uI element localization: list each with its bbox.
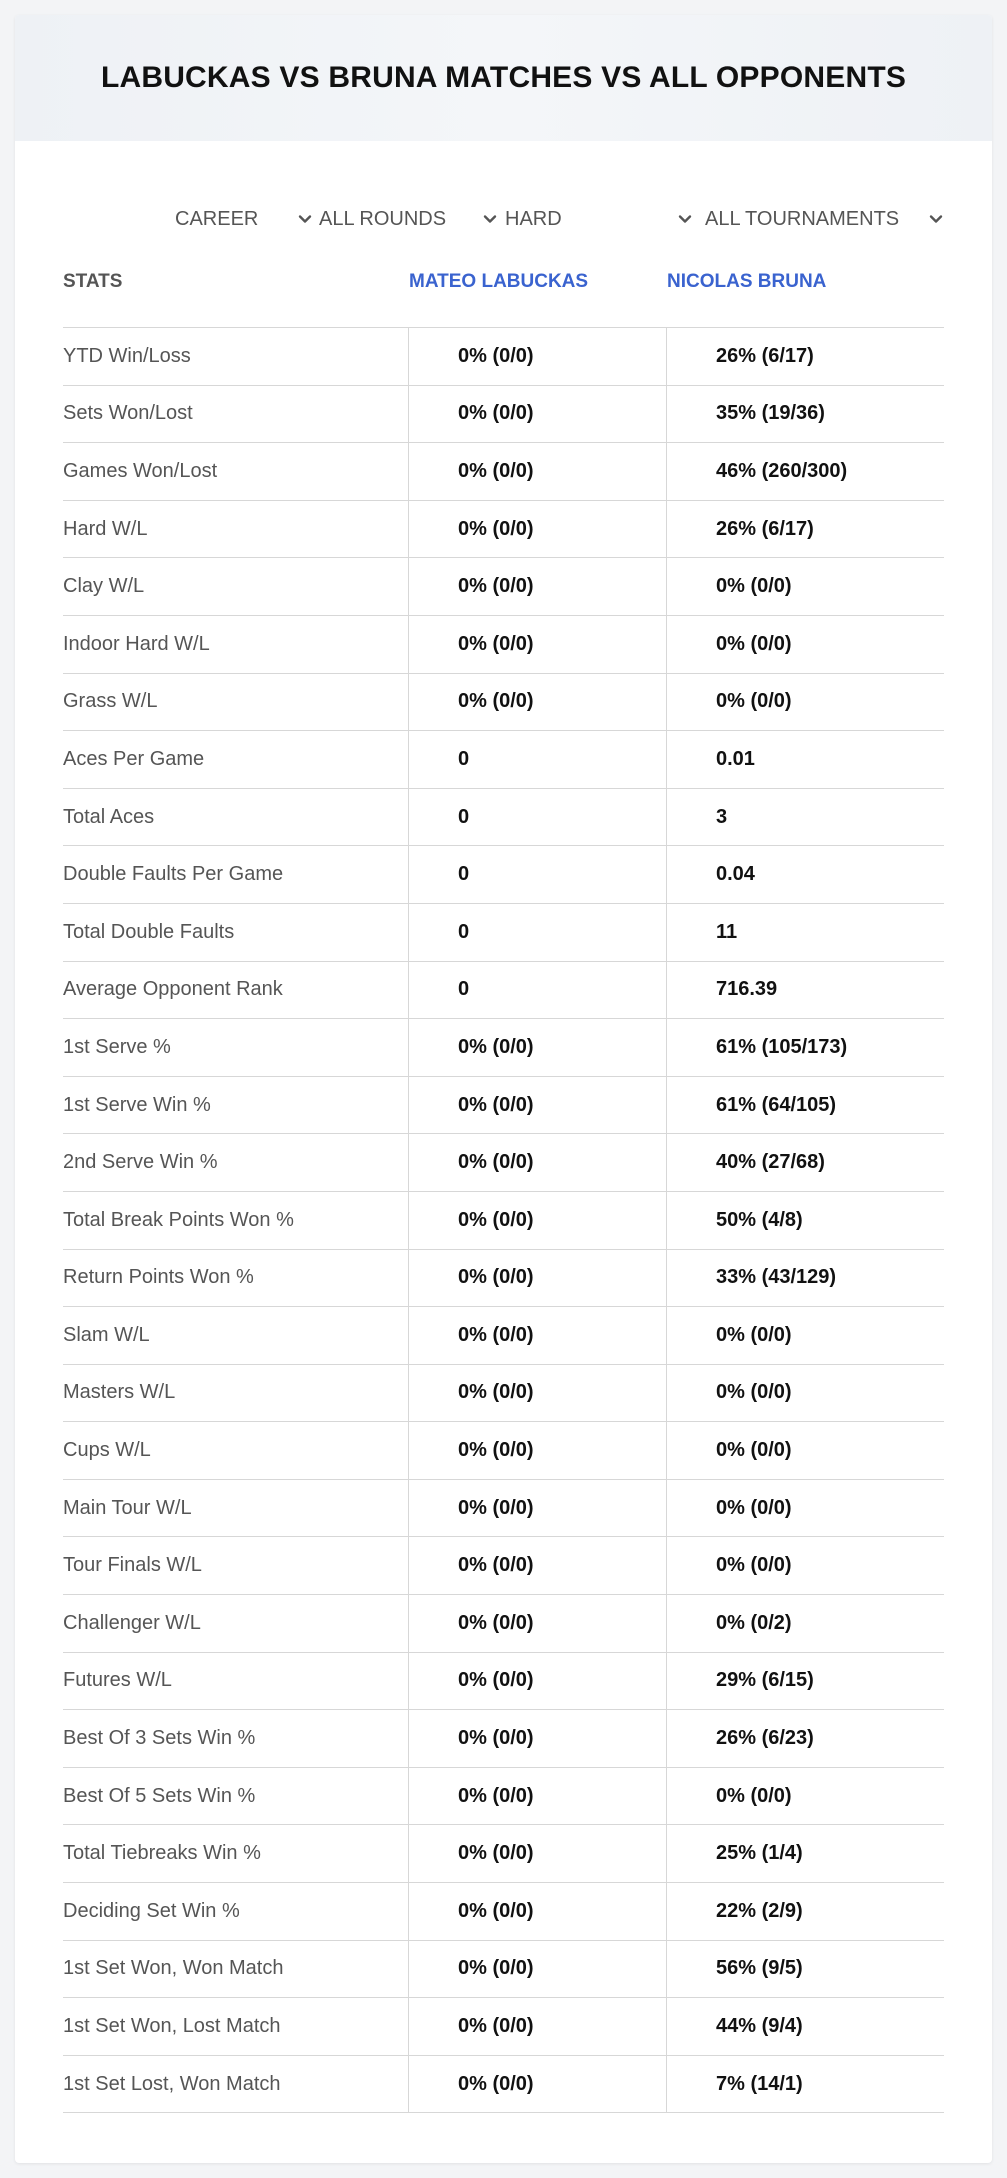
filter-tournament-value: ALL TOURNAMENTS — [705, 207, 900, 230]
stat-label: Return Points Won % — [63, 1266, 254, 1289]
player-1-value: 0% (0/0) — [408, 616, 666, 673]
table-row — [63, 1480, 944, 1538]
player-2-value: 35% (19/36) — [666, 386, 944, 443]
stat-label: Cups W/L — [63, 1439, 151, 1462]
stat-label: YTD Win/Loss — [63, 344, 191, 367]
player-1-value: 0% (0/0) — [408, 1825, 666, 1882]
chevron-down-icon — [926, 209, 946, 229]
table-row — [63, 1250, 944, 1308]
player-2-value: 0.04 — [666, 846, 944, 903]
player-1-value: 0% (0/0) — [408, 1134, 666, 1191]
stat-label: Futures W/L — [63, 1669, 172, 1692]
player-1-value: 0% (0/0) — [408, 1653, 666, 1710]
player-2-value: 29% (6/15) — [666, 1653, 944, 1710]
player-2-value: 0% (0/0) — [666, 558, 944, 615]
player-2-value: 716.39 — [666, 962, 944, 1019]
filter-period[interactable] — [175, 195, 315, 243]
player-2-value: 25% (1/4) — [666, 1825, 944, 1882]
stat-label: Slam W/L — [63, 1323, 150, 1346]
stat-label: 1st Serve % — [63, 1035, 171, 1058]
table-row — [63, 1077, 944, 1135]
chevron-down-icon — [480, 209, 500, 229]
table-row — [63, 1825, 944, 1883]
table-row — [63, 1019, 944, 1077]
player-1-value: 0% (0/0) — [408, 328, 666, 385]
player-2-value: 40% (27/68) — [666, 1134, 944, 1191]
player-2-value: 46% (260/300) — [666, 443, 944, 500]
player-2-value: 56% (9/5) — [666, 1941, 944, 1998]
stat-label: Best Of 5 Sets Win % — [63, 1784, 256, 1807]
player-1-value: 0% (0/0) — [408, 1077, 666, 1134]
player-1-value: 0 — [408, 904, 666, 961]
player-2-value: 11 — [666, 904, 944, 961]
player-1-value: 0% (0/0) — [408, 1998, 666, 2055]
stat-label: Challenger W/L — [63, 1611, 201, 1634]
stat-label: Total Tiebreaks Win % — [63, 1842, 261, 1865]
player-2-value: 0.01 — [666, 731, 944, 788]
table-row — [63, 328, 944, 386]
player-2-value: 26% (6/17) — [666, 328, 944, 385]
player-1-value: 0% (0/0) — [408, 1537, 666, 1594]
player-1-value: 0% (0/0) — [408, 1307, 666, 1364]
player-1-value: 0% (0/0) — [408, 2056, 666, 2113]
header-player-1[interactable]: MATEO LABUCKAS — [409, 271, 589, 292]
table-row — [63, 904, 944, 962]
stat-label: 2nd Serve Win % — [63, 1151, 218, 1174]
table-row — [63, 1653, 944, 1711]
stat-label: 1st Set Lost, Won Match — [63, 2072, 281, 2095]
player-2-value: 33% (43/129) — [666, 1250, 944, 1307]
table-row — [63, 1710, 944, 1768]
player-1-value: 0 — [408, 962, 666, 1019]
player-2-value: 0% (0/0) — [666, 616, 944, 673]
stat-label: Main Tour W/L — [63, 1496, 192, 1519]
table-header — [63, 253, 944, 328]
player-2-value: 3 — [666, 789, 944, 846]
player-1-value: 0% (0/0) — [408, 501, 666, 558]
table-row — [63, 1134, 944, 1192]
player-1-value: 0% (0/0) — [408, 1768, 666, 1825]
table-row — [63, 1365, 944, 1423]
table-row — [63, 1941, 944, 1999]
table-row — [63, 1595, 944, 1653]
header-player-2[interactable]: NICOLAS BRUNA — [667, 271, 827, 292]
table-row — [63, 501, 944, 559]
stat-label: Best Of 3 Sets Win % — [63, 1727, 256, 1750]
table-row — [63, 674, 944, 732]
table-row — [63, 962, 944, 1020]
filter-bar — [15, 195, 992, 243]
player-1-value: 0% (0/0) — [408, 558, 666, 615]
player-2-value: 44% (9/4) — [666, 1998, 944, 2055]
stat-label: Deciding Set Win % — [63, 1899, 240, 1922]
table-row — [63, 1998, 944, 2056]
chevron-down-icon — [675, 209, 695, 229]
player-2-value: 0% (0/0) — [666, 674, 944, 731]
player-1-value: 0% (0/0) — [408, 443, 666, 500]
table-row — [63, 1537, 944, 1595]
stat-label: 1st Set Won, Lost Match — [63, 2015, 281, 2038]
stats-card — [15, 15, 992, 2163]
stats-table — [63, 253, 944, 2113]
player-1-value: 0% (0/0) — [408, 1883, 666, 1940]
player-2-value: 0% (0/0) — [666, 1307, 944, 1364]
table-row — [63, 789, 944, 847]
player-2-value: 22% (2/9) — [666, 1883, 944, 1940]
stat-label: Total Break Points Won % — [63, 1208, 294, 1231]
player-2-value: 50% (4/8) — [666, 1192, 944, 1249]
player-1-value: 0% (0/0) — [408, 1480, 666, 1537]
stat-label: Clay W/L — [63, 575, 145, 598]
stat-label: Total Aces — [63, 805, 155, 828]
player-2-value: 0% (0/0) — [666, 1480, 944, 1537]
table-body — [63, 328, 944, 2113]
player-1-value: 0% (0/0) — [408, 1595, 666, 1652]
filter-tournament[interactable] — [705, 195, 955, 243]
player-2-value: 0% (0/0) — [666, 1365, 944, 1422]
stat-label: Grass W/L — [63, 690, 158, 713]
player-2-value: 0% (0/2) — [666, 1595, 944, 1652]
table-row — [63, 2056, 944, 2114]
player-1-value: 0% (0/0) — [408, 1941, 666, 1998]
table-row — [63, 616, 944, 674]
filter-surface-value: HARD — [505, 207, 562, 230]
table-row — [63, 443, 944, 501]
stat-label: Masters W/L — [63, 1381, 176, 1404]
stat-label: Average Opponent Rank — [63, 978, 283, 1001]
player-1-value: 0 — [408, 789, 666, 846]
stat-label: Tour Finals W/L — [63, 1554, 202, 1577]
player-2-value: 0% (0/0) — [666, 1768, 944, 1825]
player-2-value: 26% (6/17) — [666, 501, 944, 558]
stat-label: Total Double Faults — [63, 920, 235, 943]
player-1-value: 0 — [408, 846, 666, 903]
stat-label: Games Won/Lost — [63, 459, 218, 482]
table-row — [63, 1768, 944, 1826]
table-row — [63, 1883, 944, 1941]
stat-label: Indoor Hard W/L — [63, 632, 210, 655]
player-1-value: 0% (0/0) — [408, 1710, 666, 1767]
table-row — [63, 558, 944, 616]
header-stats: STATS — [63, 271, 123, 292]
filter-surface[interactable] — [505, 195, 705, 243]
table-row — [63, 1422, 944, 1480]
player-1-value: 0% (0/0) — [408, 1422, 666, 1479]
player-2-value: 26% (6/23) — [666, 1710, 944, 1767]
player-2-value: 61% (64/105) — [666, 1077, 944, 1134]
player-1-value: 0% (0/0) — [408, 674, 666, 731]
filter-period-value: CAREER — [175, 207, 259, 230]
player-1-value: 0% (0/0) — [408, 1019, 666, 1076]
stat-label: Double Faults Per Game — [63, 863, 284, 886]
page-title: LABUCKAS VS BRUNA MATCHES VS ALL OPPONENTS — [100, 61, 907, 94]
table-row — [63, 386, 944, 444]
filter-round-value: ALL ROUNDS — [319, 207, 447, 230]
player-1-value: 0% (0/0) — [408, 386, 666, 443]
table-row — [63, 846, 944, 904]
player-2-value: 0% (0/0) — [666, 1422, 944, 1479]
filter-round[interactable] — [319, 195, 504, 243]
stat-label: 1st Serve Win % — [63, 1093, 211, 1116]
stat-label: Hard W/L — [63, 517, 148, 540]
stat-label: 1st Set Won, Won Match — [63, 1957, 284, 1980]
player-2-value: 7% (14/1) — [666, 2056, 944, 2113]
player-1-value: 0% (0/0) — [408, 1250, 666, 1307]
player-2-value: 61% (105/173) — [666, 1019, 944, 1076]
chevron-down-icon — [295, 209, 315, 229]
player-1-value: 0% (0/0) — [408, 1192, 666, 1249]
player-2-value: 0% (0/0) — [666, 1537, 944, 1594]
table-row — [63, 731, 944, 789]
stat-label: Sets Won/Lost — [63, 402, 193, 425]
table-row — [63, 1307, 944, 1365]
stat-label: Aces Per Game — [63, 747, 205, 770]
table-row — [63, 1192, 944, 1250]
card-header — [15, 15, 992, 141]
player-1-value: 0% (0/0) — [408, 1365, 666, 1422]
player-1-value: 0 — [408, 731, 666, 788]
